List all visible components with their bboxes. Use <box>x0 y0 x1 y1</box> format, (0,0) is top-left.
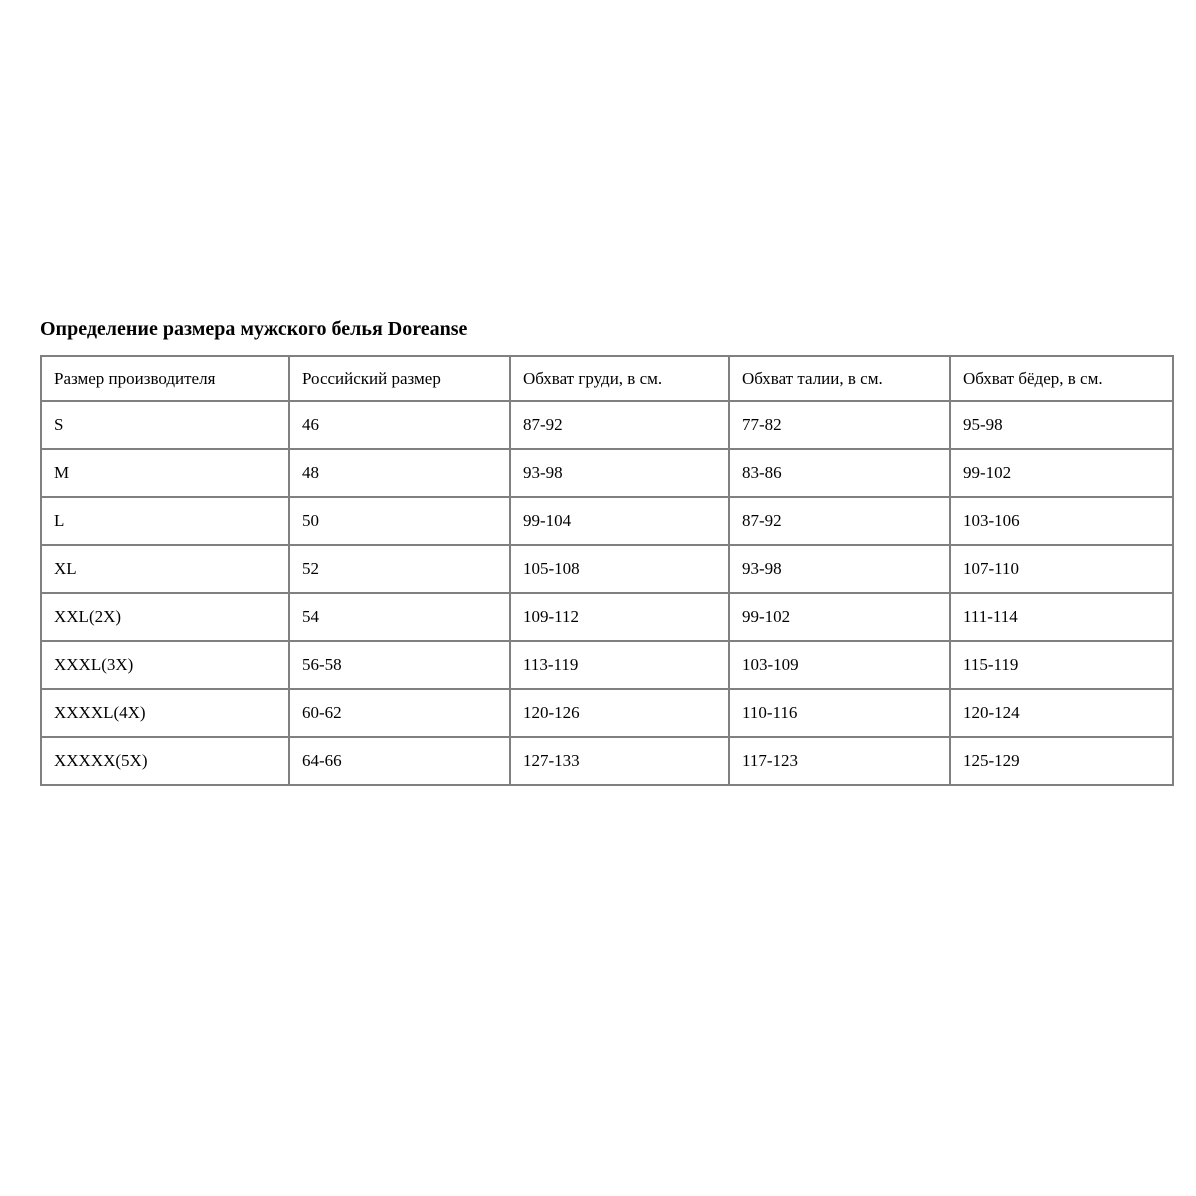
table-row <box>41 641 1173 689</box>
table-cell: 103-106 <box>950 497 1173 545</box>
table-cell: 87-92 <box>510 401 729 449</box>
table-cell: XL <box>41 545 289 593</box>
table-cell: 109-112 <box>510 593 729 641</box>
table-cell: 127-133 <box>510 737 729 785</box>
table-cell: 48 <box>289 449 510 497</box>
table-cell: 115-119 <box>950 641 1173 689</box>
size-chart-table <box>40 355 1174 786</box>
table-cell: 120-126 <box>510 689 729 737</box>
table-row <box>41 593 1173 641</box>
column-header: Размер производителя <box>41 356 289 401</box>
table-row <box>41 497 1173 545</box>
table-cell: 93-98 <box>510 449 729 497</box>
table-cell: 110-116 <box>729 689 950 737</box>
table-cell: 113-119 <box>510 641 729 689</box>
table-cell: XXXL(3X) <box>41 641 289 689</box>
table-cell: 99-104 <box>510 497 729 545</box>
table-row <box>41 689 1173 737</box>
table-row <box>41 401 1173 449</box>
table-cell: 93-98 <box>729 545 950 593</box>
table-cell: 56-58 <box>289 641 510 689</box>
table-cell: 99-102 <box>729 593 950 641</box>
table-row <box>41 449 1173 497</box>
table-cell: S <box>41 401 289 449</box>
table-cell: L <box>41 497 289 545</box>
table-body <box>41 401 1173 785</box>
table-cell: 77-82 <box>729 401 950 449</box>
table-cell: XXL(2X) <box>41 593 289 641</box>
table-cell: 87-92 <box>729 497 950 545</box>
table-cell: M <box>41 449 289 497</box>
table-cell: 64-66 <box>289 737 510 785</box>
table-cell: 111-114 <box>950 593 1173 641</box>
table-cell: 105-108 <box>510 545 729 593</box>
table-row <box>41 737 1173 785</box>
column-header: Обхват бёдер, в см. <box>950 356 1173 401</box>
table-cell: 46 <box>289 401 510 449</box>
table-cell: 83-86 <box>729 449 950 497</box>
table-cell: 103-109 <box>729 641 950 689</box>
table-cell: 117-123 <box>729 737 950 785</box>
table-cell: XXXXX(5X) <box>41 737 289 785</box>
table-cell: 54 <box>289 593 510 641</box>
table-cell: 99-102 <box>950 449 1173 497</box>
table-header-row <box>41 356 1173 401</box>
table-cell: 95-98 <box>950 401 1173 449</box>
page-title: Определение размера мужского белья Doreanse <box>40 317 468 340</box>
column-header: Обхват груди, в см. <box>510 356 729 401</box>
column-header: Обхват талии, в см. <box>729 356 950 401</box>
table-cell: XXXXL(4X) <box>41 689 289 737</box>
table-cell: 120-124 <box>950 689 1173 737</box>
table-cell: 107-110 <box>950 545 1173 593</box>
table-cell: 125-129 <box>950 737 1173 785</box>
table-cell: 50 <box>289 497 510 545</box>
table-row <box>41 545 1173 593</box>
table-cell: 52 <box>289 545 510 593</box>
table-cell: 60-62 <box>289 689 510 737</box>
column-header: Российский размер <box>289 356 510 401</box>
